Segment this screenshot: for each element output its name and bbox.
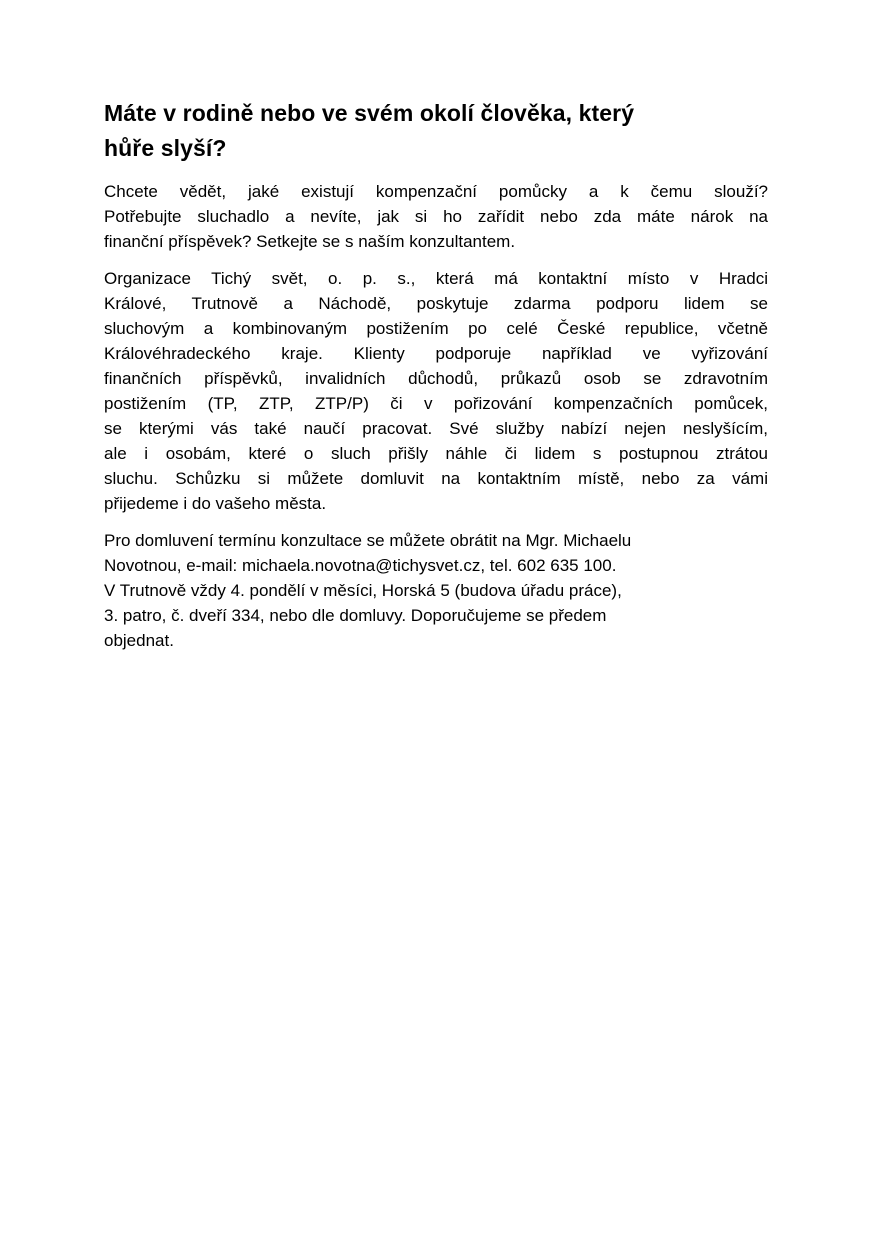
text-line: se kterými vás také naučí pracovat. Své služby nabízí nejen neslyšícím, [104, 419, 768, 438]
paragraph-contact [104, 528, 768, 653]
text-line: Chcete vědět, jaké existují kompenzační pomůcky a k čemu slouží? [104, 182, 768, 201]
heading-line: hůře slyší? [104, 135, 227, 161]
text-line: V Trutnově vždy 4. pondělí v měsíci, Horská 5 (budova úřadu práce), [104, 581, 622, 600]
paragraph-organization [104, 266, 768, 516]
text-line: sluchovým a kombinovaným postižením po celé České republice, včetně [104, 319, 768, 338]
text-line: Královéhradeckého kraje. Klienty podporuje například ve vyřizování [104, 344, 768, 363]
text-line: Novotnou, e-mail: michaela.novotna@tichysvet.cz, tel. 602 635 100. [104, 556, 617, 575]
text-line: Organizace Tichý svět, o. p. s., která má kontaktní místo v Hradci [104, 269, 768, 288]
text-line: 3. patro, č. dveří 334, nebo dle domluvy. Doporučujeme se předem [104, 606, 607, 625]
document-heading [104, 96, 768, 166]
text-line: finančních příspěvků, invalidních důchodů, průkazů osob se zdravotním [104, 369, 768, 388]
heading-line: Máte v rodině nebo ve svém okolí člověka, který [104, 100, 635, 126]
text-line: sluchu. Schůzku si můžete domluvit na kontaktním místě, nebo za vámi [104, 469, 768, 488]
paragraph-intro [104, 179, 768, 254]
text-line: Králové, Trutnově a Náchodě, poskytuje zdarma podporu lidem se [104, 294, 768, 313]
text-line: přijedeme i do vašeho města. [104, 494, 327, 513]
text-line: postižením (TP, ZTP, ZTP/P) či v pořizování kompenzačních pomůcek, [104, 394, 768, 413]
document-content [104, 96, 768, 665]
text-line: finanční příspěvek? Setkejte se s naším konzultantem. [104, 232, 516, 251]
text-line: Potřebujte sluchadlo a nevíte, jak si ho zařídit nebo zda máte nárok na [104, 207, 768, 226]
text-line: ale i osobám, které o sluch přišly náhle či lidem s postupnou ztrátou [104, 444, 768, 463]
text-line: objednat. [104, 631, 174, 650]
text-line: Pro domluvení termínu konzultace se můžete obrátit na Mgr. Michaelu [104, 531, 632, 550]
